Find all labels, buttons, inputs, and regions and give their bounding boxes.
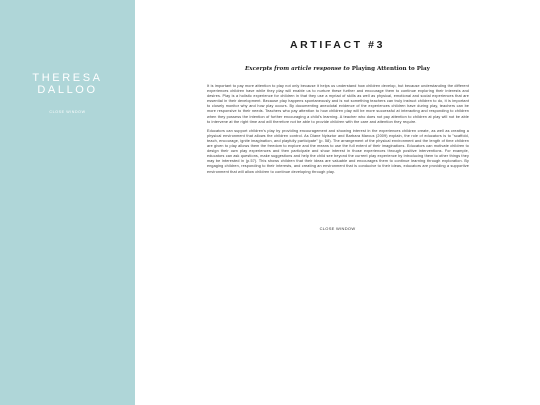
subtitle-bold-part: Playing Attention to Play bbox=[351, 66, 430, 72]
article-body bbox=[207, 84, 469, 179]
brand-last-name: DALLOO bbox=[37, 84, 98, 96]
paragraph-1: It is important to pay more attention to play not only because it helps us understand how children develop, but because understanding the different experiences children have while they play will enable us to nurture these further and encourage them to continue exploring their interests and desires. Play is a holistic experience for children in that they use a myriad of skills as well as physical, emotional and social experiences that are essential in their development. Because play happens spontaneously and is not something teachers can truly instruct children to do, it is important to closely monitor why and how play occurs. By documenting anecdotal evidence of the experiences children have during play, teachers can be more responsive to their needs. Teachers who pay attention to how children play will be more successful at interacting and responding to children when they possess the intention of further encouraging a child's learning. A teacher who does not pay attention to children at play will not be able to intervene at the right time and will therefore not be able to provide children with the care and attention they require. bbox=[207, 84, 469, 124]
close-window-link[interactable]: CLOSE WINDOW bbox=[319, 226, 356, 231]
sidebar bbox=[0, 0, 135, 405]
site-brand[interactable] bbox=[0, 72, 135, 96]
subtitle-italic-part: Excerpts from article response to bbox=[245, 66, 350, 72]
sidebar-close-window-link[interactable]: CLOSE WINDOW bbox=[49, 110, 86, 114]
brand-first-name: THERESA bbox=[32, 72, 103, 84]
paragraph-2: Educators can support children's play by providing encouragement and showing interest in the experiences children create, as well as creating a physical environment that allows the children control. As Diane Nyisztor and Barbara Marcus (2009) explain, the role of educators is to "scaffold, teach, encourage, ignite imagination, and playfully participate" (p. 58). The arrangement of the physical environment and the length of time children are given to play allows them the freedom to explore and the means to use the full extent of their imaginations. Educators can motivate children to design their own play experiences and then participate and show interest in those experiences through positive interventions. For example, educators can ask questions, make suggestions and help the child see beyond the current play experience by introducing them to other things they may be interested in (p.57). This shows children that their ideas are valuable and encourages them to continue learning through exploration. By engaging children, responding to their interests, and creating an environment that is conducive to their ideas, educators are providing a supportive environment that will allow children to continue developing through play. bbox=[207, 128, 469, 174]
page-title: ARTIFACT #3 bbox=[289, 39, 386, 51]
main-content bbox=[135, 0, 540, 405]
article-subtitle bbox=[135, 66, 540, 72]
